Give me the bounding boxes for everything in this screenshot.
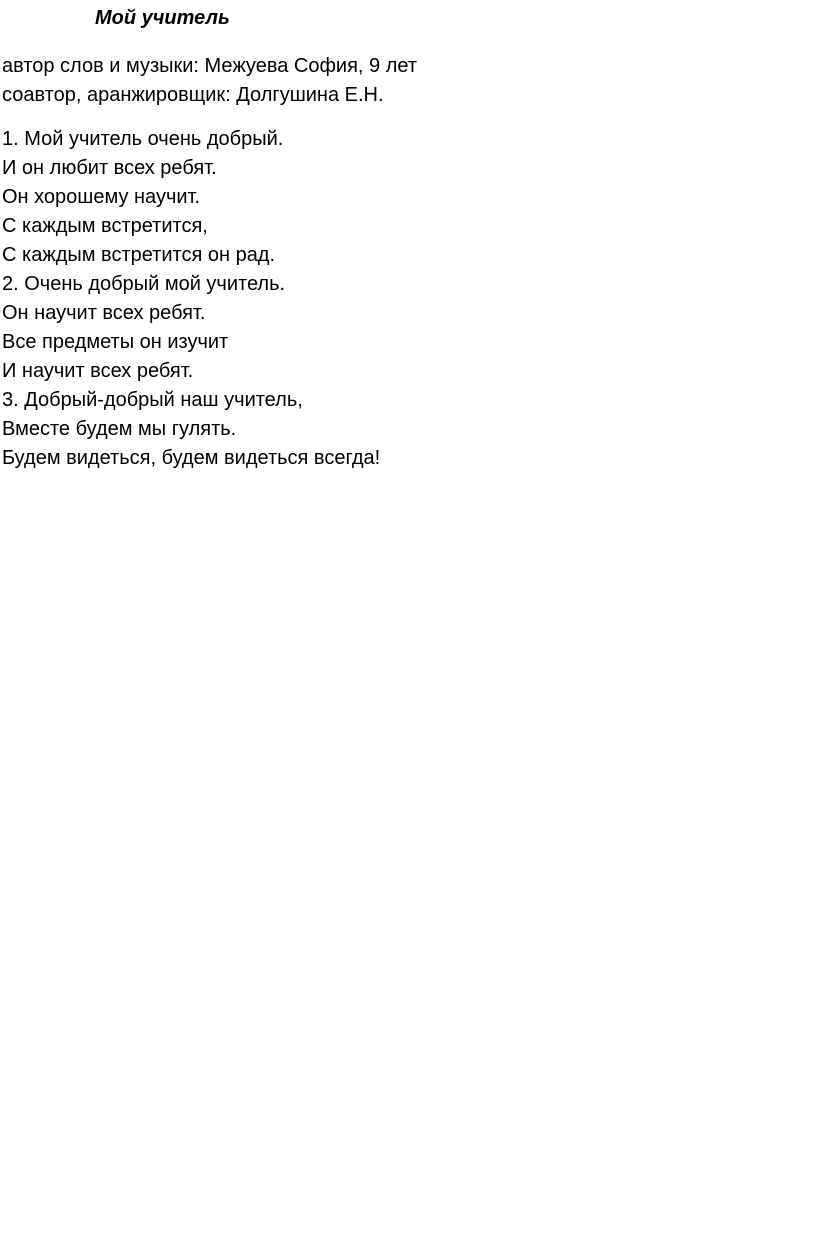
song-title: Мой учитель [95,7,230,29]
lyric-line: Будем видеться, будем видеться всегда! [2,447,381,469]
credit-line-author: автор слов и музыки: Межуева София, 9 лет [2,55,417,77]
lyric-line: 2. Очень добрый мой учитель. [2,273,286,295]
credits-block [2,52,417,110]
lyrics-block [2,125,380,473]
lyric-line: Он хорошему научит. [2,186,201,208]
lyric-line: Вместе будем мы гулять. [2,418,237,440]
lyric-line: Он научит всех ребят. [2,302,206,324]
lyric-line: 1. Мой учитель очень добрый. [2,128,284,150]
lyric-line: Все предметы он изучит [2,331,229,353]
lyric-line: С каждым встретится он рад. [2,244,276,266]
credit-line-coauthor: соавтор, аранжировщик: Долгушина Е.Н. [2,84,384,106]
lyric-line: И научит всех ребят. [2,360,194,382]
lyric-line: 3. Добрый-добрый наш учитель, [2,389,303,411]
lyric-line: С каждым встретится, [2,215,208,237]
lyric-line: И он любит всех ребят. [2,157,217,179]
